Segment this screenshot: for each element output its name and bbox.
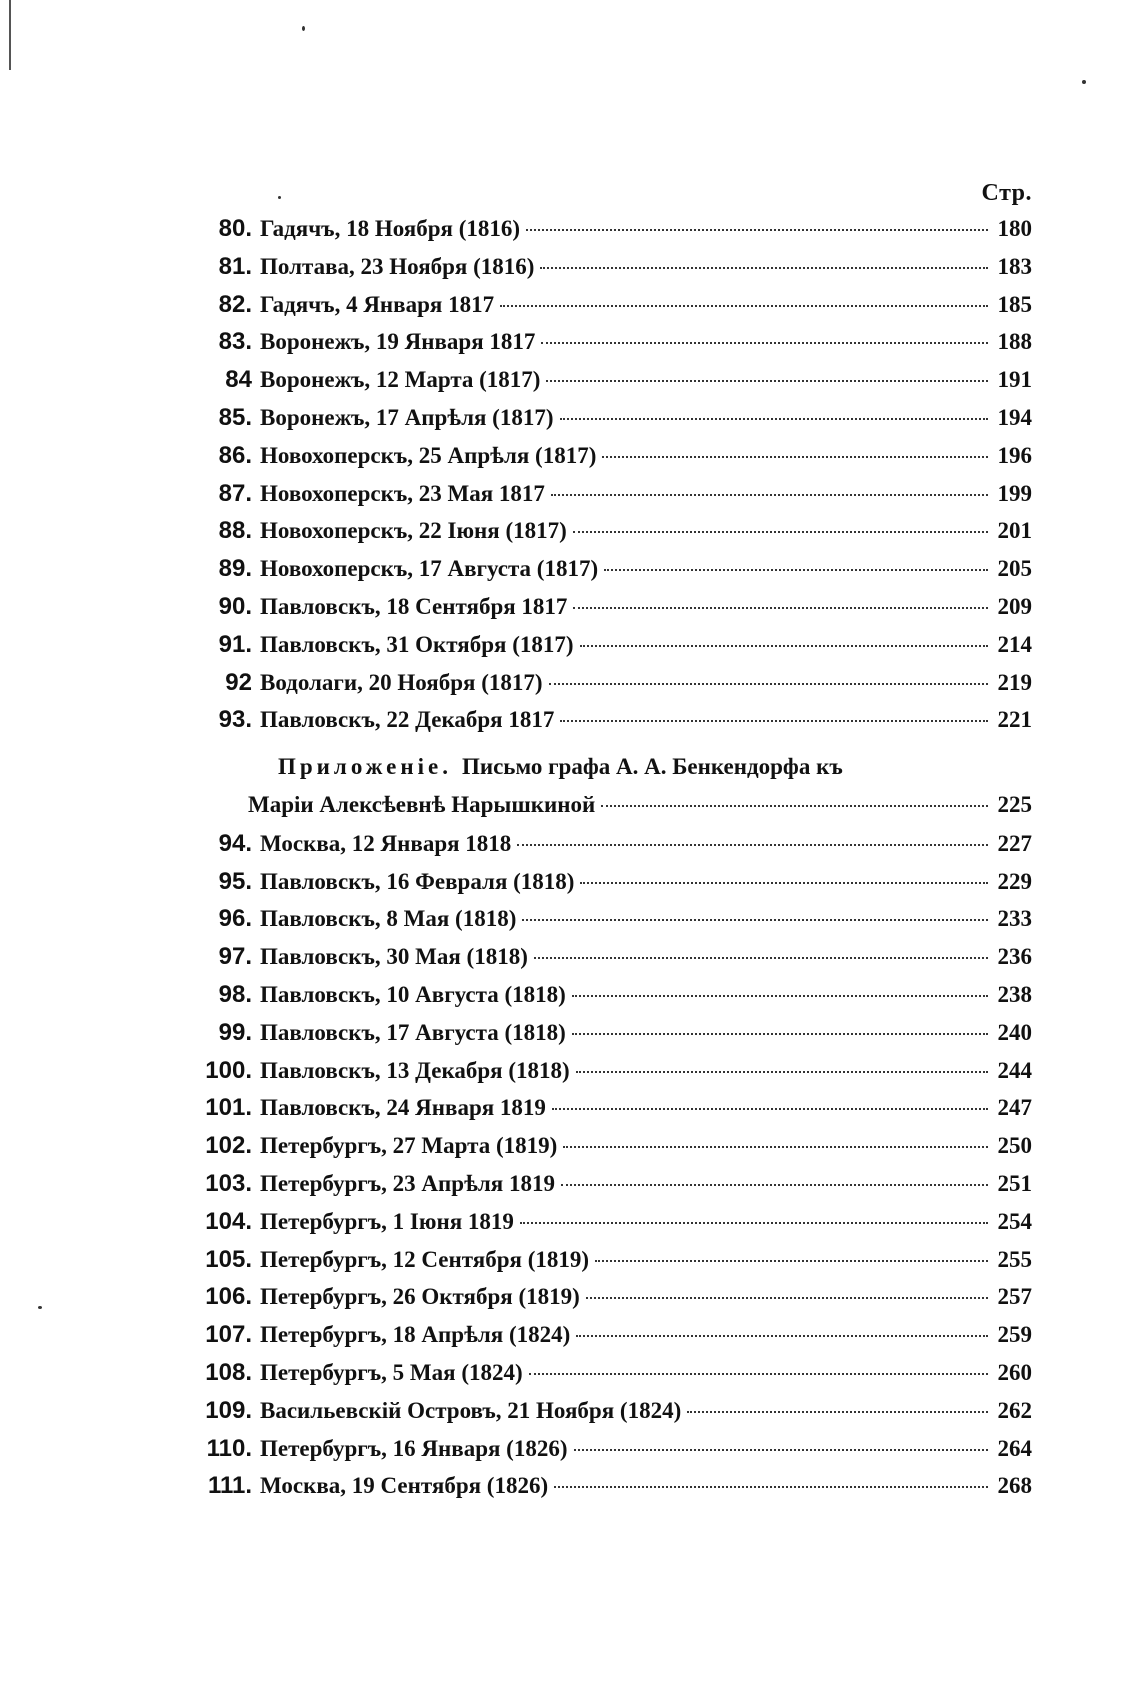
entry-number: 110.: [206, 1434, 252, 1462]
entry-number: 89.: [218, 555, 252, 583]
entry-page: 191: [997, 367, 1032, 393]
dot-leader: [520, 1222, 988, 1224]
toc-entry: [198, 905, 1032, 943]
toc-entry: [198, 442, 1032, 480]
entry-title: Павловскъ, 10 Августа (1818): [260, 981, 566, 1007]
entry-title: Петербургъ, 12 Сентября (1819): [260, 1246, 590, 1272]
entry-title: Новохоперскъ, 17 Августа (1817): [260, 556, 599, 582]
entry-page: 180: [997, 216, 1032, 241]
toc-entry: [198, 943, 1032, 981]
toc-entry: [198, 1170, 1032, 1208]
entry-page: 194: [997, 404, 1032, 430]
entry-page: 262: [997, 1397, 1032, 1423]
appendix-label: Приложеніе.: [278, 754, 452, 780]
entry-number: 81.: [218, 252, 252, 280]
scan-speck: [38, 1306, 42, 1309]
dot-leader: [573, 531, 988, 533]
entry-title: Павловскъ, 30 Мая (1818): [260, 944, 528, 970]
entry-title: Москва, 19 Сентября (1826): [260, 1473, 549, 1499]
entry-number: 90.: [218, 592, 252, 620]
entry-title: Павловскъ, 24 Января 1819: [260, 1095, 546, 1121]
dot-leader: [580, 645, 988, 647]
dot-leader: [534, 957, 988, 959]
entry-page: 254: [997, 1208, 1032, 1234]
entry-page: 247: [997, 1095, 1032, 1121]
dot-leader: [563, 1146, 988, 1148]
page-column-label: Стр.: [981, 180, 1032, 206]
entry-page: 260: [997, 1359, 1032, 1385]
entry-number: 106.: [205, 1283, 252, 1311]
entry-page: 183: [997, 253, 1032, 279]
toc-entry: [198, 1435, 1032, 1473]
toc-entry: [198, 830, 1032, 868]
dot-leader: [580, 882, 988, 884]
entry-page: 188: [997, 329, 1032, 355]
toc-entry: [198, 593, 1032, 631]
appendix-entry: [198, 754, 1032, 830]
entry-page: 251: [997, 1170, 1032, 1196]
entry-title: Москва, 12 Января 1818: [260, 830, 512, 856]
entry-number: 98.: [218, 980, 252, 1008]
entry-title: Павловскъ, 16 Февраля (1818): [260, 868, 575, 894]
entry-title: Павловскъ, 31 Октября (1817): [260, 631, 574, 657]
dot-leader: [576, 1335, 988, 1337]
toc-entry: [198, 631, 1032, 669]
dot-leader: [595, 1260, 988, 1262]
scan-speck: [278, 196, 281, 199]
entry-number: 97.: [218, 943, 252, 971]
entry-number: 100.: [205, 1056, 252, 1084]
entry-title: Воронежъ, 12 Марта (1817): [260, 367, 541, 393]
entry-title: Новохоперскъ, 25 Апрѣля (1817): [260, 442, 597, 468]
toc-entry: [198, 366, 1032, 404]
dot-leader: [576, 1071, 988, 1073]
entry-number: 105.: [205, 1245, 252, 1273]
entry-number: 104.: [205, 1207, 252, 1235]
entry-title: Новохоперскъ, 23 Мая 1817: [260, 480, 545, 506]
toc-entry: [198, 517, 1032, 555]
entry-number: 102.: [205, 1132, 252, 1160]
entry-title: Петербургъ, 1 Іюня 1819: [260, 1208, 514, 1234]
toc-entry: [198, 1359, 1032, 1397]
toc-entry: [198, 1472, 1032, 1510]
entry-page: 257: [997, 1284, 1032, 1310]
entry-page: 214: [997, 631, 1032, 657]
entry-title: Петербургъ, 5 Мая (1824): [260, 1359, 523, 1385]
dot-leader: [552, 1108, 988, 1110]
entry-title: Павловскъ, 13 Декабря (1818): [260, 1057, 570, 1083]
entry-number: 85.: [218, 403, 252, 431]
table-of-contents: [198, 215, 1032, 1510]
appendix-title-line: [198, 792, 1032, 830]
toc-entry: [198, 1132, 1032, 1170]
entry-title: Воронежъ, 19 Января 1817: [260, 329, 536, 355]
dot-leader: [500, 305, 988, 307]
entry-number: 82.: [218, 290, 252, 318]
dot-leader: [526, 229, 988, 231]
entry-title: Петербургъ, 18 Апрѣля (1824): [260, 1322, 571, 1348]
toc-entry: [198, 1019, 1032, 1057]
entry-page: 250: [997, 1133, 1032, 1159]
toc-entry: [198, 555, 1032, 593]
toc-entry: [198, 1321, 1032, 1359]
toc-entry: [198, 1094, 1032, 1132]
entry-number: 96.: [218, 905, 252, 933]
toc-entry: [198, 1283, 1032, 1321]
entry-title: Петербургъ, 26 Октября (1819): [260, 1284, 580, 1310]
dot-leader: [517, 844, 988, 846]
dot-leader: [540, 267, 988, 269]
toc-entry: [198, 480, 1032, 518]
entry-page: 264: [997, 1435, 1032, 1461]
toc-entry: [198, 404, 1032, 442]
entry-title: Петербургъ, 27 Марта (1819): [260, 1133, 558, 1159]
entry-number: 88.: [218, 517, 252, 545]
entry-page: 244: [997, 1057, 1032, 1083]
entry-page: 185: [997, 291, 1032, 317]
entry-title: Павловскъ, 18 Сентября 1817: [260, 593, 568, 619]
entry-number: 95.: [218, 867, 252, 895]
dot-leader: [560, 418, 989, 420]
dot-leader: [529, 1373, 988, 1375]
dot-leader: [604, 569, 988, 571]
dot-leader: [574, 1449, 988, 1451]
dot-leader: [572, 1033, 988, 1035]
toc-entry: [198, 1057, 1032, 1095]
entry-number: 101.: [205, 1094, 252, 1122]
toc-entry: [198, 1208, 1032, 1246]
entry-title: Павловскъ, 17 Августа (1818): [260, 1019, 566, 1045]
entry-number: 107.: [205, 1321, 252, 1349]
appendix-description: Письмо графа А. А. Бенкендорфа къ: [461, 754, 843, 780]
scan-edge-line: [9, 0, 11, 70]
entry-number: 99.: [218, 1018, 252, 1046]
entry-number: 86.: [218, 441, 252, 469]
entry-page: 205: [997, 556, 1032, 582]
dot-leader: [554, 1486, 988, 1488]
dot-leader: [586, 1297, 988, 1299]
toc-entry: [198, 981, 1032, 1019]
dot-leader: [522, 919, 988, 921]
toc-entry: [198, 291, 1032, 329]
dot-leader: [551, 494, 988, 496]
entry-title: Новохоперскъ, 22 Іюня (1817): [260, 518, 567, 544]
entry-number: 92: [225, 668, 252, 696]
dot-leader: [560, 720, 988, 722]
entry-page: 199: [997, 480, 1032, 506]
appendix-page: 225: [997, 791, 1032, 817]
toc-entry: [198, 1246, 1032, 1284]
entry-number: 84: [225, 366, 252, 394]
entry-title: Воронежъ, 17 Апрѣля (1817): [260, 404, 554, 430]
dot-leader: [541, 342, 988, 344]
entry-title: Павловскъ, 8 Мая (1818): [260, 906, 517, 932]
entry-page: 219: [997, 669, 1032, 695]
entry-number: 91.: [218, 630, 252, 658]
entry-title: Петербургъ, 23 Апрѣля 1819: [260, 1170, 555, 1196]
entry-number: 87.: [218, 479, 252, 507]
entry-number: 83.: [218, 328, 252, 356]
entry-page: 255: [997, 1246, 1032, 1272]
entry-title: Гадячъ, 18 Ноября (1816): [260, 216, 521, 241]
dot-leader: [546, 380, 988, 382]
dot-leader: [549, 683, 988, 685]
toc-entry: [198, 328, 1032, 366]
appendix-recipient: Маріи Алексѣевнѣ Нарышкиной: [248, 791, 596, 817]
entry-number: 109.: [205, 1396, 252, 1424]
entry-title: Гадячъ, 4 Января 1817: [260, 291, 495, 317]
dot-leader: [572, 995, 988, 997]
entry-page: 259: [997, 1322, 1032, 1348]
entry-title: Павловскъ, 22 Декабря 1817: [260, 707, 555, 733]
entry-title: Васильевскій Островъ, 21 Ноября (1824): [260, 1397, 682, 1423]
appendix-heading-line: [198, 754, 1032, 792]
scan-speck: [302, 26, 305, 31]
entry-number: 80.: [218, 215, 252, 242]
dot-leader: [601, 805, 988, 807]
entry-page: 229: [997, 868, 1032, 894]
toc-entry: [198, 253, 1032, 291]
entry-page: 268: [997, 1473, 1032, 1499]
entry-number: 103.: [205, 1169, 252, 1197]
entry-page: 240: [997, 1019, 1032, 1045]
entry-title: Петербургъ, 16 Января (1826): [260, 1435, 568, 1461]
toc-entry: [198, 1397, 1032, 1435]
entry-number: 111.: [207, 1472, 252, 1500]
entry-page: 201: [997, 518, 1032, 544]
entry-page: 209: [997, 593, 1032, 619]
entry-title: Полтава, 23 Ноября (1816): [260, 253, 535, 279]
entry-page: 196: [997, 442, 1032, 468]
dot-leader: [687, 1411, 988, 1413]
toc-entry: [198, 868, 1032, 906]
entry-number: 108.: [205, 1358, 252, 1386]
dot-leader: [561, 1184, 988, 1186]
entry-number: 93.: [218, 706, 252, 734]
entry-page: 227: [997, 830, 1032, 856]
toc-entry: [198, 706, 1032, 744]
scan-speck: [1082, 80, 1086, 84]
dot-leader: [573, 607, 988, 609]
entry-page: 236: [997, 944, 1032, 970]
toc-entry: [198, 669, 1032, 707]
entry-number: 94.: [218, 829, 252, 857]
dot-leader: [602, 456, 988, 458]
toc-entry: [198, 215, 1032, 253]
entry-page: 238: [997, 981, 1032, 1007]
entry-page: 221: [997, 707, 1032, 733]
entry-page: 233: [997, 906, 1032, 932]
entry-title: Водолаги, 20 Ноября (1817): [260, 669, 543, 695]
